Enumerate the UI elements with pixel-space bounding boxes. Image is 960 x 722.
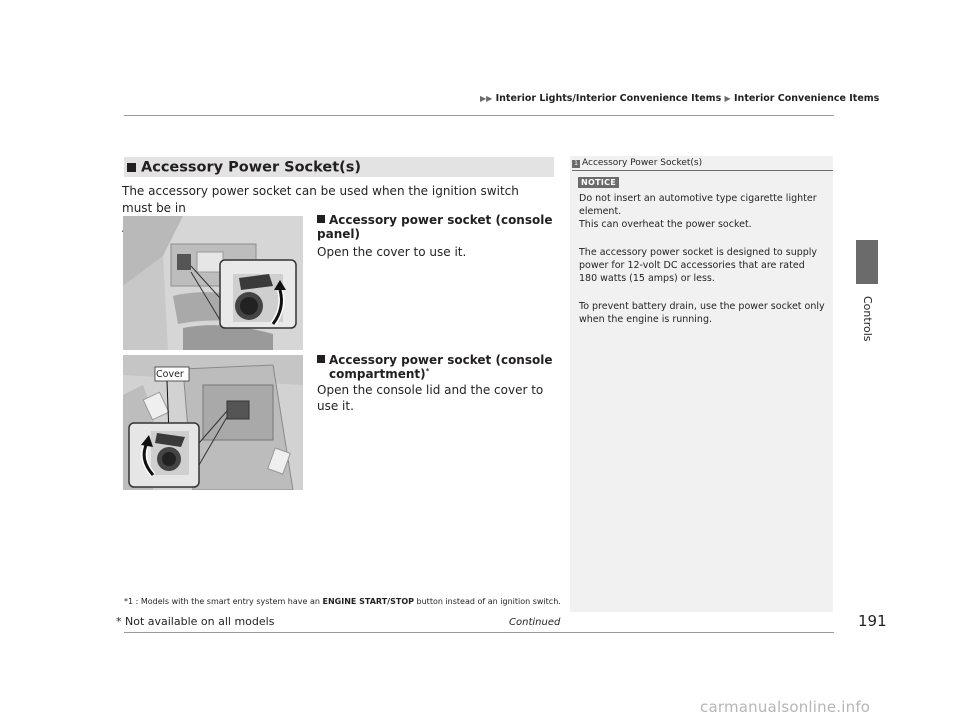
subsection-heading-cont: compartment)* (329, 367, 430, 381)
subsection-heading: Accessory power socket (console panel) (317, 213, 553, 241)
console-panel-illustration (123, 216, 303, 350)
note-number-badge: 1 (572, 160, 580, 168)
footer-divider (124, 632, 834, 633)
subsection-body: Open the cover to use it. (317, 245, 467, 259)
chapter-tab-label: Controls (861, 296, 874, 342)
notes-title: 1 Accessory Power Socket(s) (572, 158, 702, 168)
notice-badge: NOTICE (578, 177, 619, 188)
section-heading (124, 157, 554, 177)
breadcrumb-item[interactable]: Interior Convenience Items (734, 93, 880, 104)
battery-paragraph: To prevent battery drain, use the power socket only when the engine is running. (579, 301, 825, 325)
breadcrumb (480, 93, 879, 104)
console-compartment-illustration (123, 355, 303, 490)
section-title: Accessory Power Socket(s) (141, 159, 362, 176)
breadcrumb-item[interactable]: Interior Lights/Interior Convenience Items (495, 93, 722, 104)
availability-note: * Not available on all models (116, 615, 275, 628)
square-bullet-icon (317, 215, 325, 223)
page-number: 191 (858, 612, 887, 630)
rating-paragraph: The accessory power socket is designed to supply power for 12-volt DC accessories that are rated 180 watts (15 amps) or less. (579, 247, 818, 284)
breadcrumb-arrow-icon: ▶▶ (480, 94, 493, 103)
watermark: carmanualsonline.info (700, 698, 871, 716)
footnote: *1 : Models with the smart entry system have an ENGINE START/STOP button instead of an ignition switch. (124, 597, 561, 606)
availability-asterisk: * (425, 367, 430, 375)
chapter-tab-marker (856, 240, 878, 284)
subsection-body: Open the console lid and the cover to use it. (317, 383, 544, 413)
notes-divider (572, 170, 833, 171)
continued-label: Continued (509, 617, 561, 628)
console-panel-section (317, 213, 557, 260)
console-compartment-section (317, 353, 557, 414)
square-bullet-icon (317, 355, 325, 363)
console-compartment-figure (123, 355, 303, 490)
notice-paragraph: Do not insert an automotive type cigarette lighter element. This can overheat the power socket. (579, 193, 817, 230)
console-panel-figure (123, 216, 303, 350)
header-divider (124, 115, 834, 116)
breadcrumb-arrow-icon: ▶ (724, 94, 731, 103)
subsection-heading: Accessory power socket (console (317, 353, 557, 367)
square-bullet-icon (127, 163, 136, 172)
cover-callout-label: Cover (156, 369, 184, 380)
intro-paragraph: The accessory power socket can be used when the ignition switch must be in (122, 183, 552, 237)
